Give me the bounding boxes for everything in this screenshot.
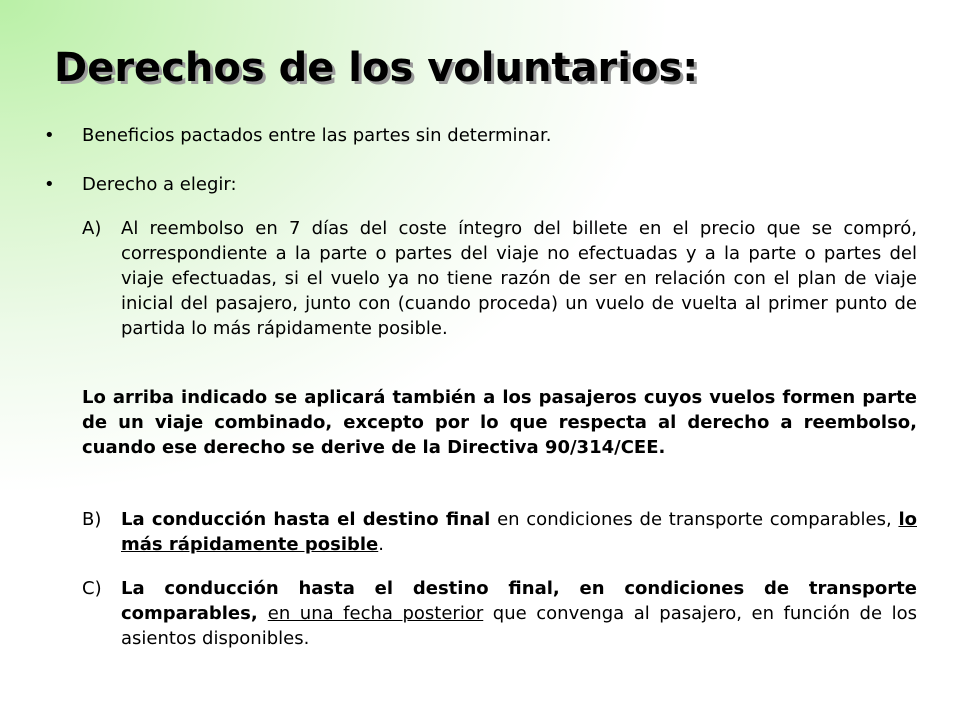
item-b-mid: en condiciones de transporte comparables, (490, 509, 899, 530)
item-b-text (121, 507, 917, 557)
bullet-marker: • (44, 174, 55, 195)
slide-title: Derechos de los voluntarios: (54, 45, 699, 91)
item-a (82, 216, 917, 341)
bullet-text: Beneficios pactados entre las partes sin determinar. (82, 125, 552, 146)
item-b-bold: La conducción hasta el destino final (121, 509, 491, 530)
bullet-marker: • (44, 125, 55, 146)
item-c-underlined: en una fecha posterior (267, 603, 484, 624)
combined-travel-note: Lo arriba indicado se aplicará también a los pasajeros cuyos vuelos formen parte de un viaje combinado, excepto por lo que respecta al derecho a reembolso, cuando ese derecho se derive de la Directiva 90/314/CEE. (82, 387, 917, 458)
item-b-label: B) (82, 509, 102, 530)
item-c (82, 576, 917, 651)
item-a-label: A) (82, 218, 102, 239)
item-a-text: Al reembolso en 7 días del coste íntegro del billete en el precio que se compró, correspondiente a la parte o partes del viaje no efectuadas y a la parte o partes del viaje efectuadas, si el vuelo ya no tiene razón de ser en relación con el plan de viaje inicial del pasajero, junto con (cuando proceda) un vuelo de vuelta al primer punto de partida lo más rápidamente posible. (121, 218, 917, 339)
item-b-underlined: lo más rápidamente posible (121, 509, 917, 555)
item-c-label: C) (82, 578, 102, 599)
item-c-end: que convenga al pasajero, en función de los asientos disponibles. (121, 603, 917, 649)
bullet-text: Derecho a elegir: (82, 174, 237, 195)
item-b-end: . (378, 534, 384, 555)
item-c-text (121, 576, 917, 651)
item-b (82, 507, 917, 557)
item-c-bold: La conducción hasta el destino final, en condiciones de transporte comparables, (121, 578, 917, 624)
